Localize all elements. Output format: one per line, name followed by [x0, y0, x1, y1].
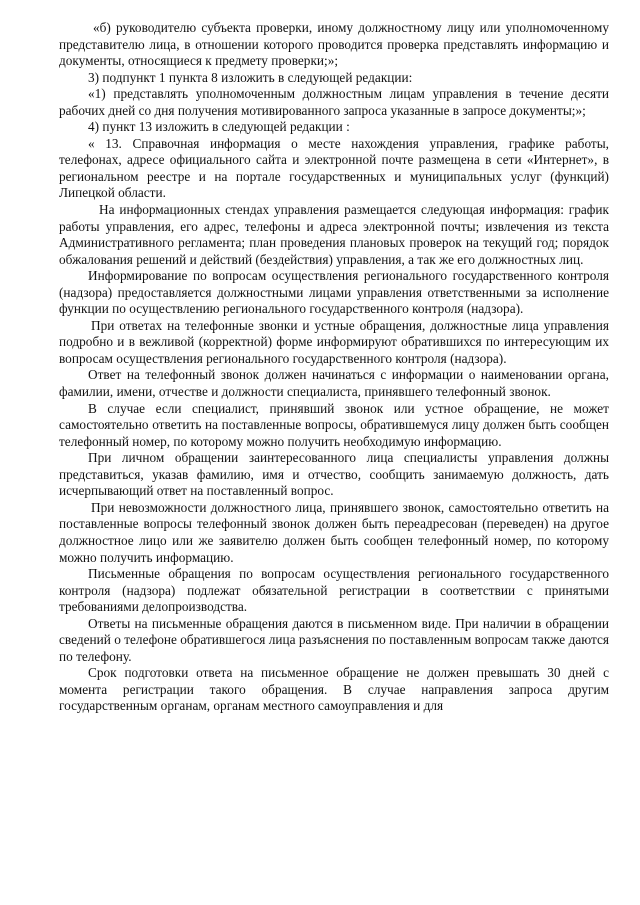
paragraph-call-forwarding: При невозможности должностного лица, принявшего звонок, самостоятельно ответить на поставленные вопросы телефонный звонок должен быть переадресован (переведен) на другое должностное лицо или же заявителю должен быть сообщен телефонный номер, по которому можно получить информацию. — [59, 499, 609, 565]
paragraph-item-4: 4) пункт 13 изложить в следующей редакции : — [88, 119, 350, 135]
paragraph-answer-deadline: Срок подготовки ответа на письменное обращение не должен превышать 30 дней с момента регистрации такого обращения. В случае направления запроса другим государственным органам, органам местного самоуправления и для — [59, 665, 609, 714]
paragraph-clause-13: « 13. Справочная информация о месте нахождения управления, графике работы, телефонах, адресе официального сайта и электронной почте размещена в сети «Интернет», в региональном реестре и на портале государственных и муниципальных услуг (функций) Липецкой области. — [59, 135, 609, 201]
paragraph-personal-visit: При личном обращении заинтересованного лица специалисты управления должны представиться, указав фамилию, имя и отчество, сообщить занимаемую должность, дать исчерпывающий ответ на поставленный вопрос. — [59, 450, 609, 499]
paragraph-info-stands: На информационных стендах управления размещается следующая информация: график работы управления, его адрес, телефоны и адреса электронной почты; извлечения из текста Административного регламента; план проведения плановых проверок на текущий год; порядок обжалования решений и действий (бездействия) управления, а так же его должностных лиц. — [59, 202, 609, 267]
paragraph-written-requests: Письменные обращения по вопросам осуществления регионального государственного контроля (надзора) подлежат обязательной регистрации в соответствии с принятыми требованиями делопроизводства. — [59, 566, 609, 615]
paragraph-subitem-1: «1) представлять уполномоченным должностным лицам управления в течение десяти рабочих дней со дня получения мотивированного запроса указанные в запросе документы;»; — [59, 86, 609, 118]
paragraph-subitem-b: «б) руководителю субъекта проверки, иному должностному лицу или уполномоченному представителю лица, в отношении которого проводится проверка представлять информацию и документы, относящиеся к предмету проверки;»; — [59, 20, 609, 69]
paragraph-item-3: 3) подпункт 1 пункта 8 изложить в следующей редакции: — [88, 69, 413, 85]
paragraph-phone-calls: При ответах на телефонные звонки и устные обращения, должностные лица управления подробно и в вежливой (корректной) форме информируют обратившихся по интересующим их вопросам осуществления регионального государственного контроля (надзора). — [59, 317, 609, 366]
paragraph-informing: Информирование по вопросам осуществления регионального государственного контроля (надзора) предоставляется должностными лицами управления ответственными за исполнение функции по осуществлению регионального государственного контроля (надзора). — [59, 268, 609, 317]
paragraph-call-answer: Ответ на телефонный звонок должен начинаться с информации о наименовании органа, фамилии, имени, отчестве и должности специалиста, принявшего телефонный звонок. — [59, 367, 609, 400]
paragraph-cannot-answer: В случае если специалист, принявший звонок или устное обращение, не может самостоятельно ответить на поставленные вопросы, обратившемуся лицу должен быть сообщен телефонный номер, по которому можно получить необходимую информацию. — [59, 400, 609, 449]
paragraph-written-answers: Ответы на письменные обращения даются в письменном виде. При наличии в обращении сведений о телефоне обратившегося лица разъяснения по поставленным вопросам также даются по телефону. — [59, 615, 609, 664]
